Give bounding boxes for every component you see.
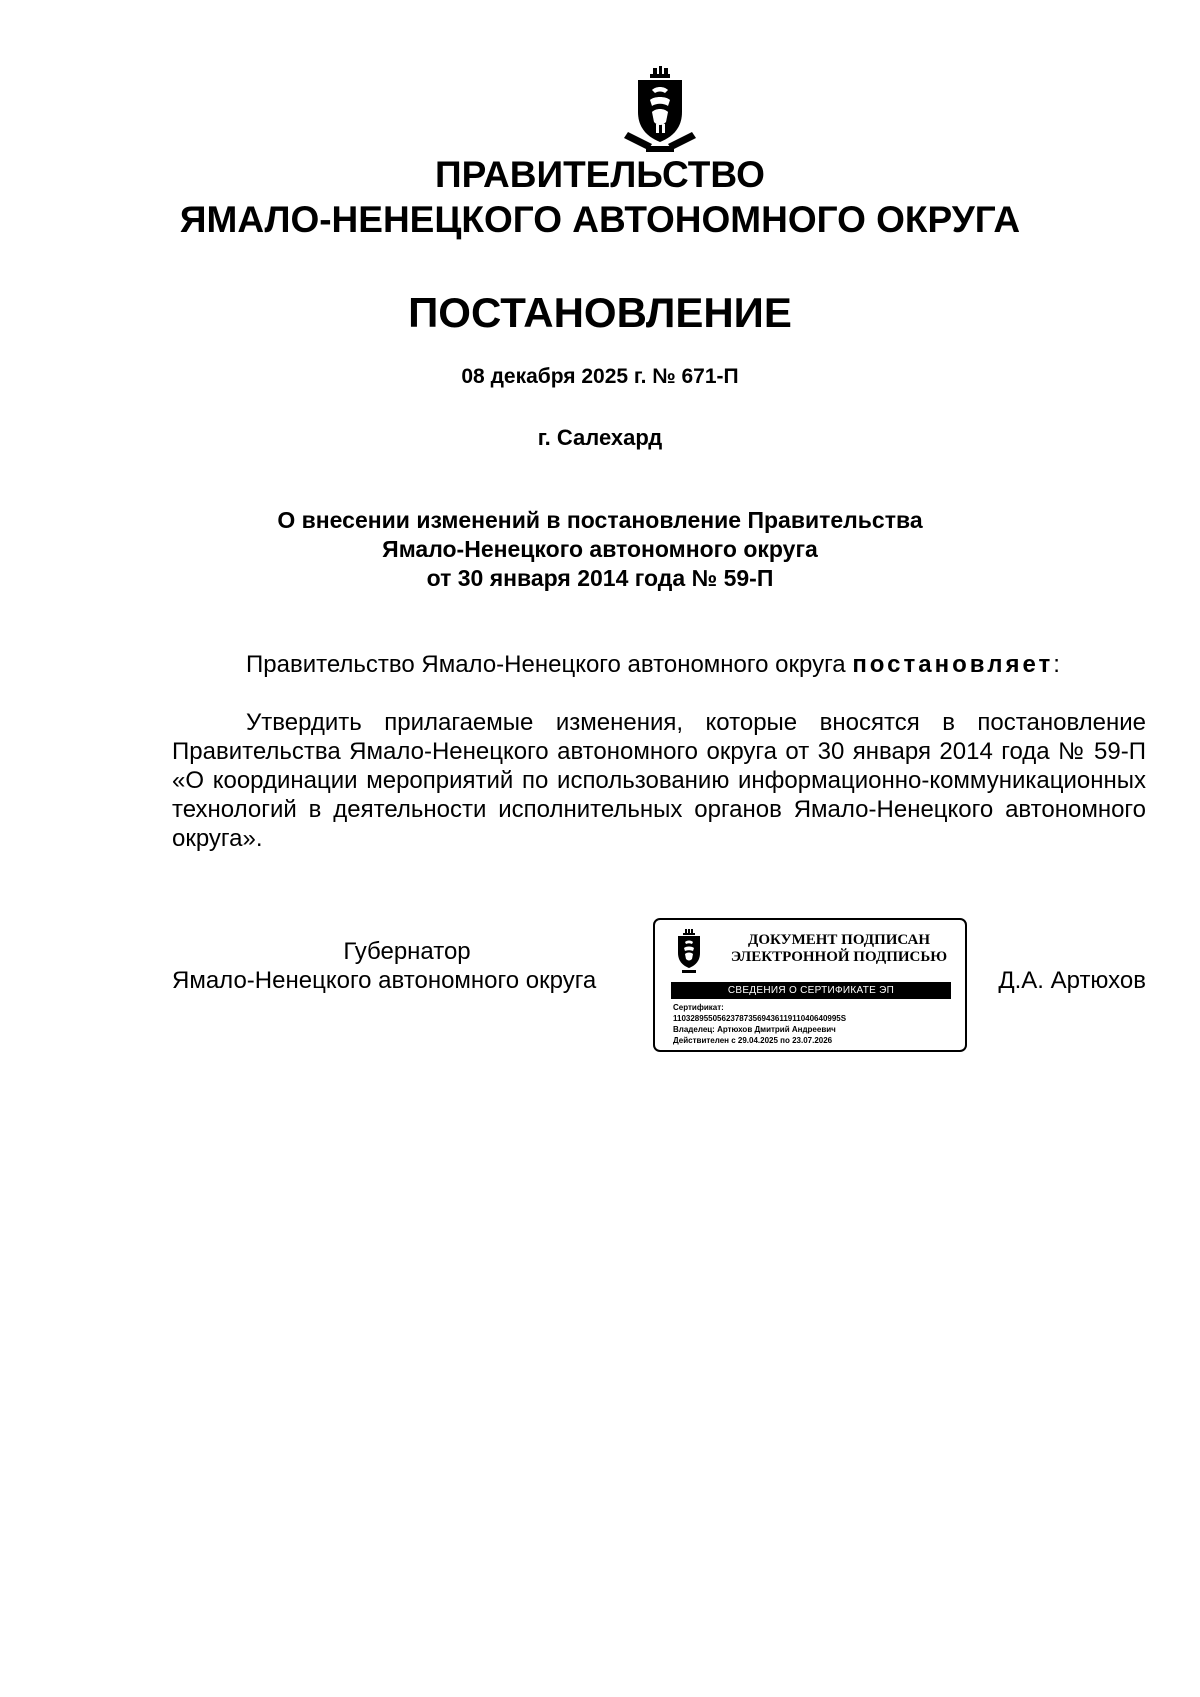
stamp-heading-line: ЭЛЕКТРОННОЙ ПОДПИСЬЮ (730, 949, 948, 965)
coat-of-arms-icon (622, 66, 698, 154)
government-title: ПРАВИТЕЛЬСТВО (435, 154, 765, 195)
subject-line: О внесении изменений в постановление Правительства (277, 507, 923, 533)
resolution-preamble (172, 650, 1146, 679)
document-subject (0, 506, 1200, 593)
document-type: ПОСТАНОВЛЕНИЕ (408, 289, 792, 336)
stamp-heading-line: ДОКУМЕНТ ПОДПИСАН (748, 932, 930, 948)
stamp-heading (719, 932, 959, 966)
certificate-validity: Действителен с 29.04.2025 по 23.07.2026 (673, 1036, 833, 1045)
preamble-emphasis: постановляет (852, 651, 1054, 678)
preamble-text: Правительство Ямало-Ненецкого автономного округа (246, 651, 853, 678)
resolution-body: Утвердить прилагаемые изменения, которые вносятся в постановление Правительства Ямало-Ненецкого автономного округа от 30 января 2014 года № 59-П «О координации мероприятий по использованию информационно-коммуникационных технологий в деятельности исполнительных органов Ямало-Ненецкого автономного округа». (172, 709, 1146, 852)
certificate-details (673, 1002, 963, 1046)
certificate-info-bar: СВЕДЕНИЯ О СЕРТИФИКАТЕ ЭП (671, 982, 951, 999)
government-region: ЯМАЛО-НЕНЕЦКОГО АВТОНОМНОГО ОКРУГА (179, 199, 1021, 240)
subject-line: Ямало-Ненецкого автономного округа (382, 536, 818, 562)
certificate-label: Сертификат: (673, 1003, 724, 1012)
signatory-title: Губернатор (343, 938, 471, 965)
certificate-number: 11032895505623787356943611911040640995S (673, 1014, 847, 1023)
electronic-signature-stamp (653, 918, 967, 1052)
preamble-end: : (1053, 651, 1060, 678)
signatory-name: Д.А. Артюхов (998, 967, 1146, 994)
certificate-owner: Владелец: Артюхов Дмитрий Андреевич (673, 1025, 836, 1034)
document-date-number: 08 декабря 2025 г. № 671-П (461, 365, 739, 388)
signatory-organization: Ямало-Ненецкого автономного округа (172, 967, 597, 994)
document-city: г. Салехард (537, 425, 663, 450)
subject-line: от 30 января 2014 года № 59-П (426, 565, 774, 591)
coat-of-arms-icon (673, 929, 705, 975)
